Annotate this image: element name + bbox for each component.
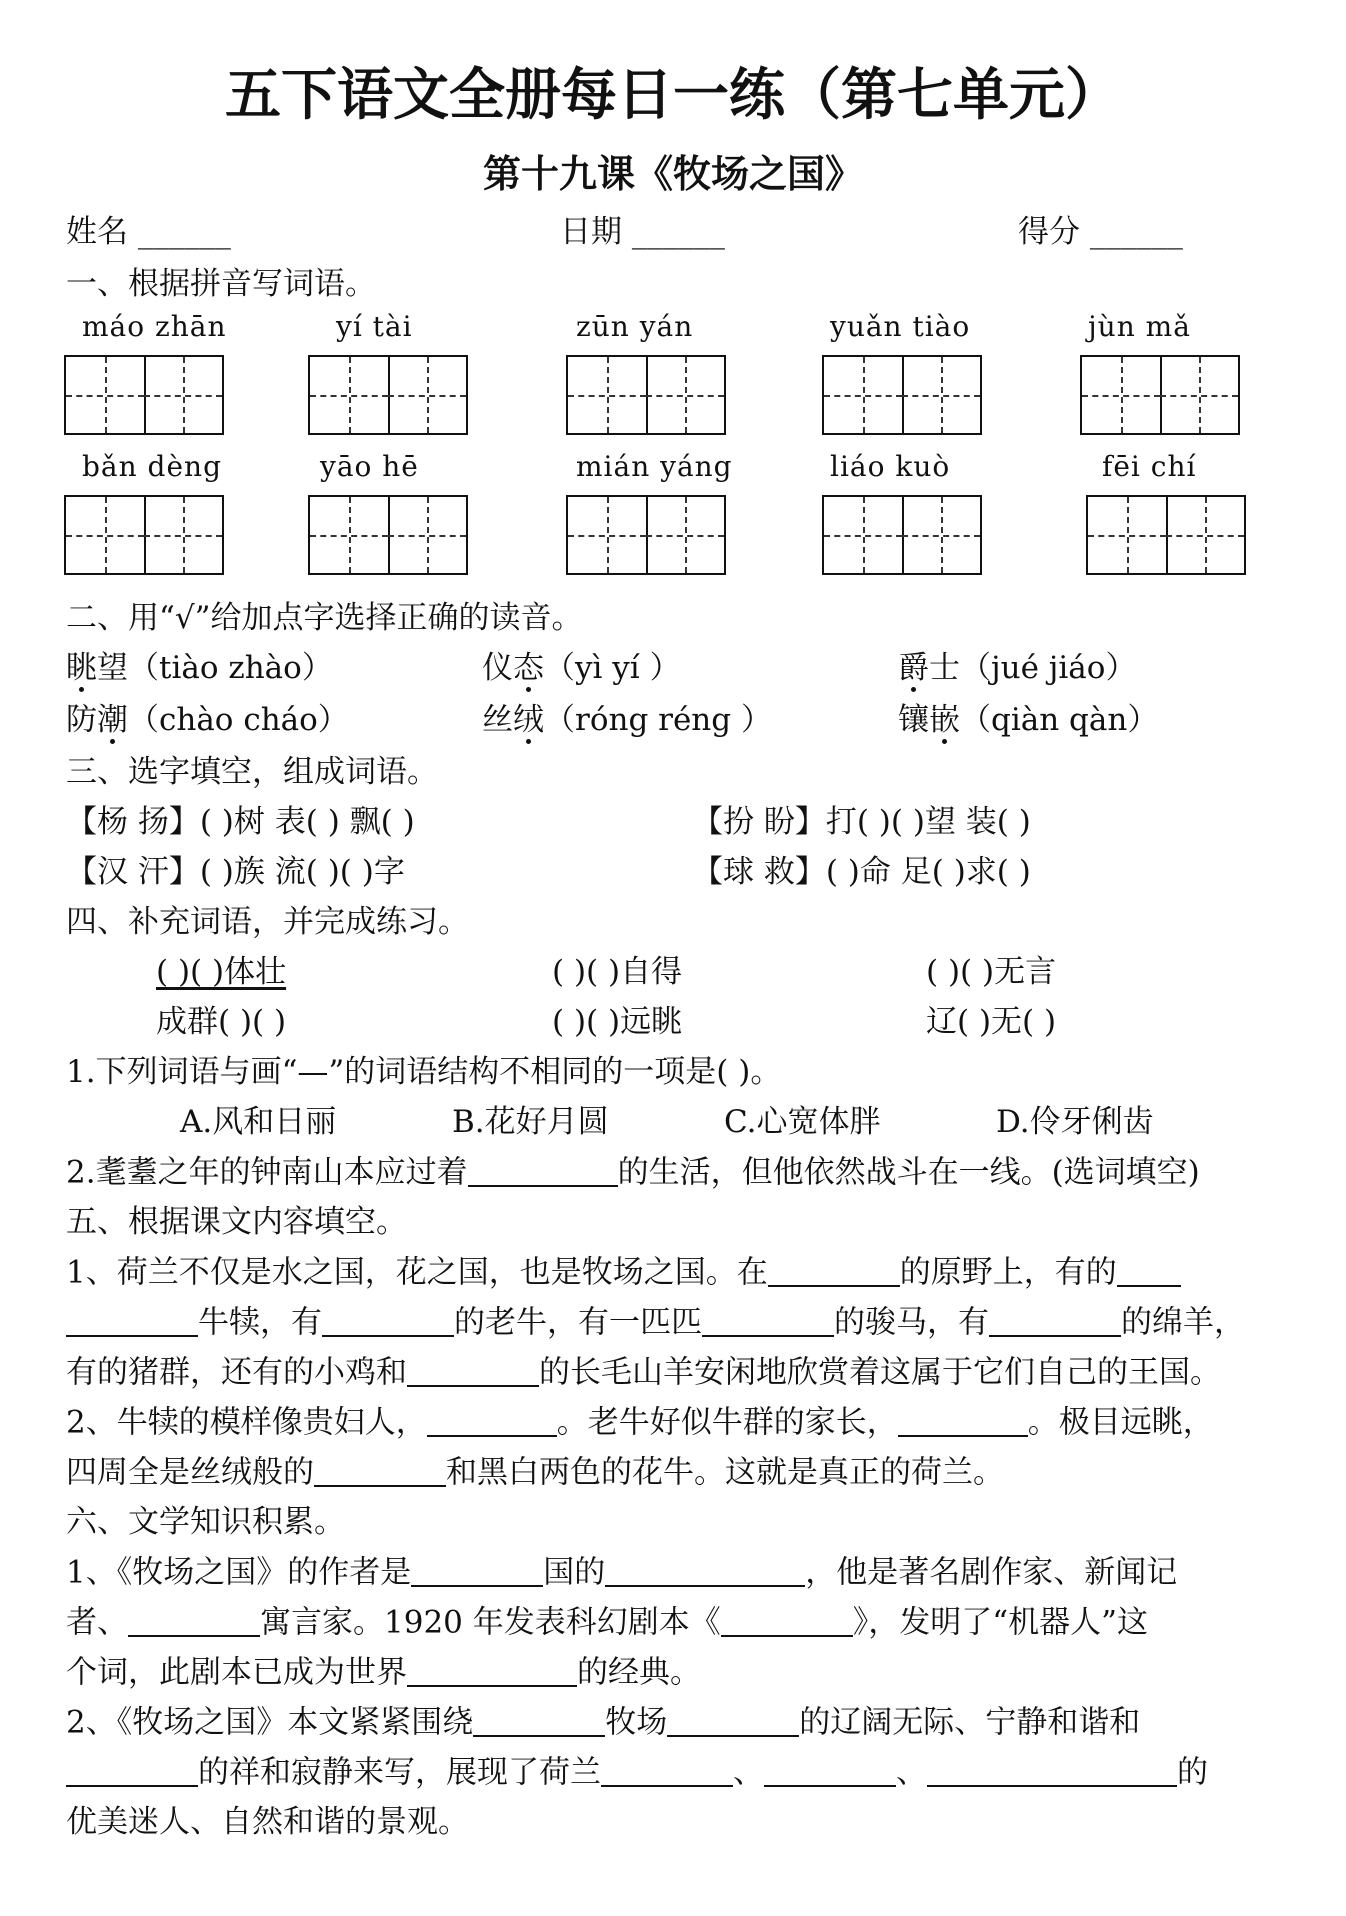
- pinyin-label: máo zhān: [82, 310, 227, 343]
- pinyin-label: jùn mǎ: [1088, 310, 1191, 343]
- answer-blank[interactable]: [927, 1754, 1177, 1787]
- paragraph-line: 优美迷人、自然和谐的景观。: [66, 1804, 469, 1840]
- paragraph-line: 1、《牧场之国》的作者是 国的 ，他是著名剧作家、新闻记: [66, 1554, 1178, 1591]
- idiom-blank[interactable]: 成群( )( ): [156, 1004, 287, 1040]
- answer-blank[interactable]: [411, 1554, 543, 1587]
- word-choice-line[interactable]: 【汉 汗】( )族 流( )( )字: [66, 854, 405, 890]
- answer-blank[interactable]: [407, 1654, 577, 1687]
- page-title: 五下语文全册每日一练（第七单元）: [225, 63, 1121, 128]
- answer-blank[interactable]: [66, 1754, 198, 1787]
- writing-grid[interactable]: [822, 355, 982, 435]
- writing-grid[interactable]: [1086, 495, 1246, 575]
- answer-blank[interactable]: [1117, 1254, 1181, 1287]
- section-3-heading: 三、选字填空，组成词语。: [66, 754, 438, 790]
- paragraph-line: 2、牛犊的模样像贵妇人， 。老牛好似牛群的家长， 。极目远眺，: [66, 1404, 1214, 1441]
- idiom-blank[interactable]: ( )( )体壮: [156, 954, 287, 990]
- pronunciation-item[interactable]: 仪态（yì yí ）: [482, 650, 681, 686]
- paragraph-line: 2、《牧场之国》本文紧紧围绕 牧场 的辽阔无际、宁静和谐和: [66, 1704, 1141, 1741]
- answer-blank[interactable]: [605, 1554, 805, 1587]
- pinyin-label: yí tài: [336, 310, 413, 343]
- word-choice-line[interactable]: 【扮 盼】打( )( )望 装( ): [692, 804, 1031, 840]
- pinyin-label: yāo hē: [320, 450, 419, 483]
- name-field[interactable]: 姓名 ______: [66, 214, 231, 250]
- pinyin-label: bǎn dèng: [82, 450, 223, 483]
- writing-grid[interactable]: [64, 355, 224, 435]
- option-a[interactable]: A.风和日丽: [180, 1104, 337, 1140]
- answer-blank[interactable]: [473, 1704, 605, 1737]
- section-2-heading: 二、用“√”给加点字选择正确的读音。: [66, 600, 583, 636]
- answer-blank[interactable]: [667, 1704, 799, 1737]
- pronunciation-item[interactable]: 爵士（jué jiáo）: [898, 650, 1137, 686]
- paragraph-line: 个词，此剧本已成为世界 的经典。: [66, 1654, 701, 1691]
- word-choice-line[interactable]: 【球 救】( )命 足( )求( ): [692, 854, 1031, 890]
- answer-blank[interactable]: [989, 1304, 1121, 1337]
- question-1: 1.下列词语与画“—”的词语结构不相同的一项是( )。: [66, 1054, 782, 1090]
- section-6-heading: 六、文学知识积累。: [66, 1504, 345, 1540]
- section-5-heading: 五、根据课文内容填空。: [66, 1204, 407, 1240]
- section-4-heading: 四、补充词语，并完成练习。: [66, 904, 469, 940]
- paragraph-line: 者、 寓言家。1920 年发表科幻剧本《 》，发明了“机器人”这: [66, 1604, 1148, 1641]
- score-field[interactable]: 得分 ______: [1018, 214, 1183, 250]
- pinyin-label: mián yáng: [576, 450, 733, 483]
- answer-blank[interactable]: [322, 1304, 454, 1337]
- option-b[interactable]: B.花好月圆: [452, 1104, 609, 1140]
- writing-grid[interactable]: [566, 355, 726, 435]
- answer-blank[interactable]: [66, 1304, 198, 1337]
- answer-blank[interactable]: [468, 1154, 618, 1187]
- writing-grid[interactable]: [1080, 355, 1240, 435]
- lesson-subtitle: 第十九课《牧场之国》: [482, 152, 863, 196]
- paragraph-line: 1、荷兰不仅是水之国，花之国，也是牧场之国。在 的原野上，有的: [66, 1254, 1181, 1292]
- writing-grid[interactable]: [308, 495, 468, 575]
- answer-blank[interactable]: [427, 1404, 557, 1437]
- option-c[interactable]: C.心宽体胖: [724, 1104, 881, 1140]
- word-choice-line[interactable]: 【杨 扬】( )树 表( ) 飘( ): [66, 804, 415, 840]
- answer-blank[interactable]: [721, 1604, 853, 1637]
- answer-blank[interactable]: [601, 1754, 733, 1787]
- writing-grid[interactable]: [64, 495, 224, 575]
- answer-blank[interactable]: [314, 1454, 446, 1487]
- answer-blank[interactable]: [764, 1754, 896, 1787]
- idiom-blank[interactable]: 辽( )无( ): [926, 1004, 1057, 1040]
- pinyin-label: yuǎn tiào: [830, 310, 971, 343]
- idiom-blank[interactable]: ( )( )远眺: [552, 1004, 683, 1040]
- pronunciation-item[interactable]: 眺望（tiào zhào）: [66, 650, 333, 686]
- pronunciation-item[interactable]: 防潮（chào cháo）: [66, 702, 349, 738]
- answer-blank[interactable]: [768, 1254, 900, 1287]
- paragraph-line: 四周全是丝绒般的 和黑白两色的花牛。这就是真正的荷兰。: [66, 1454, 1004, 1491]
- section-1-heading: 一、根据拼音写词语。: [66, 266, 376, 302]
- answer-blank[interactable]: [898, 1404, 1028, 1437]
- answer-blank[interactable]: [702, 1304, 834, 1337]
- paragraph-line: 有的猪群，还有的小鸡和 的长毛山羊安闲地欣赏着这属于它们自己的王国。: [66, 1354, 1221, 1391]
- pinyin-label: liáo kuò: [830, 450, 951, 483]
- option-d[interactable]: D.伶牙俐齿: [996, 1104, 1154, 1140]
- writing-grid[interactable]: [822, 495, 982, 575]
- paragraph-line: 牛犊，有 的老牛，有一匹匹 的骏马，有 的绵羊，: [66, 1304, 1245, 1342]
- pronunciation-item[interactable]: 镶嵌（qiàn qàn）: [898, 702, 1159, 738]
- idiom-blank[interactable]: ( )( )自得: [552, 954, 683, 990]
- answer-blank[interactable]: [407, 1354, 539, 1387]
- pronunciation-item[interactable]: 丝绒（róng réng ）: [482, 702, 772, 738]
- idiom-blank[interactable]: ( )( )无言: [926, 954, 1057, 990]
- writing-grid[interactable]: [566, 495, 726, 575]
- answer-blank[interactable]: [128, 1604, 260, 1637]
- pinyin-label: fēi chí: [1102, 450, 1197, 483]
- question-2: 2.耄耋之年的钟南山本应过着 的生活，但他依然战斗在一线。(选词填空): [66, 1154, 1200, 1191]
- date-field[interactable]: 日期 ______: [560, 214, 725, 250]
- pinyin-label: zūn yán: [576, 310, 694, 343]
- paragraph-line: 的祥和寂静来写，展现了荷兰 、 、 的: [66, 1754, 1208, 1792]
- writing-grid[interactable]: [308, 355, 468, 435]
